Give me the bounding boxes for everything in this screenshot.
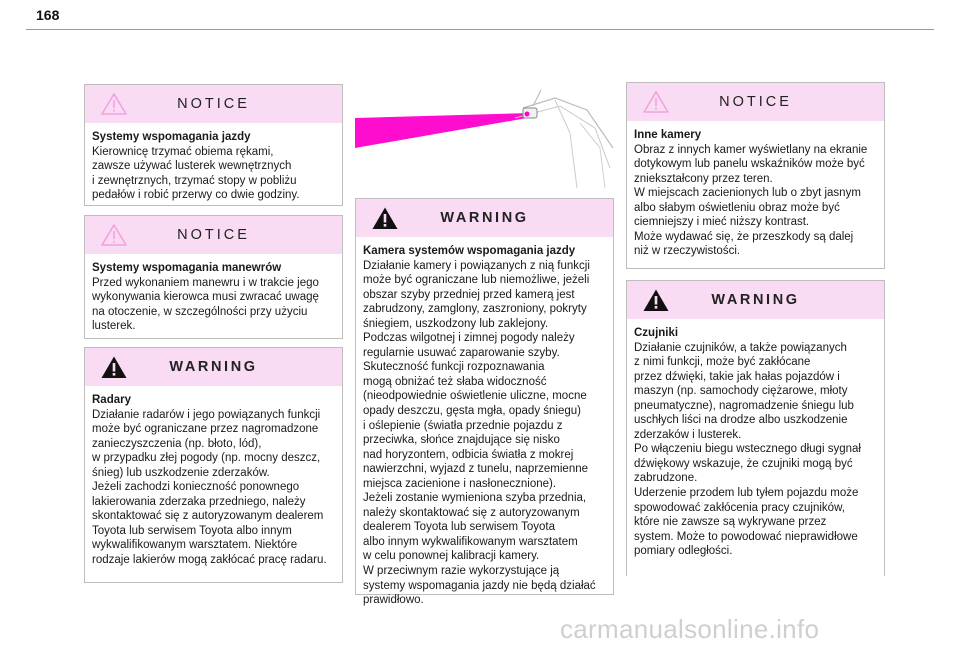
notice-icon [643,90,669,114]
notice-body [85,254,342,334]
warning-box-sensors [626,280,885,576]
camera-beam [355,113,530,148]
warning-subtitle: Czujniki [634,327,679,339]
notice-title: NOTICE [177,227,250,243]
notice-header [627,83,884,121]
camera-lens [525,112,530,117]
warning-body [627,319,884,559]
page-number: 168 [36,7,60,23]
notice-icon [101,92,127,116]
notice-text: Obraz z innych kamer wyświetlany na ekranie dotykowym lub panelu wskaźników może być zniekształcony przez teren. W miejscach zacienionych lub o zbyt jasnym albo słabym oświetleniu obraz może być ciemniejszy i mieć niższy kontrast. Może wydawać się, że przeszkody są dalej niż w rzeczywistości. [634,143,868,258]
notice-icon [101,223,127,247]
warning-box-camera [355,198,614,607]
notice-text: Przed wykonaniem manewru i w trakcie jego wykonywania kierowca musi zwracać uwagę na otoczenie, w szczególności przy użyciu lusterek. [92,276,319,333]
warning-subtitle: Kamera systemów wspomagania jazdy [363,245,576,257]
warning-subtitle: Radary [92,394,131,406]
notice-header [85,85,342,123]
notice-subtitle: Inne kamery [634,129,702,141]
warning-body [85,386,342,568]
notice-title: NOTICE [719,94,792,110]
warning-title: WARNING [169,359,258,375]
warning-title: WARNING [440,210,529,226]
notice-box-maneuver-assist [84,215,343,339]
warning-header [627,281,884,319]
pillar-line [555,100,577,188]
notice-box-driving-assist [84,84,343,206]
warning-body [356,237,613,608]
header-divider [26,29,934,30]
warning-header [356,199,613,237]
warning-icon [101,355,127,379]
warning-text: Działanie czujników, a także powiązanych z nimi funkcji, może być zakłócane przez dźwięki, takie jak hałas pojazdów i maszyn (np. samochody ciężarowe, młoty pneumatyczne), nagromadzenie śniegu lub uschłych liści na drodze albo uszkodzenie zderzaków i lusterek. Po włączeniu biegu wstecznego długi sygnał dźwiękowy wskazuje, że czujniki mogą być zabrudzone. Uderzenie przodem lub tyłem pojazdu może spowodować zakłócenia pracy czujników, które nie zawsze są wykrywane przez system. Może to powodować nieprawidłowe pomiary odległości. [634,341,861,558]
notice-title: NOTICE [177,96,250,112]
notice-subtitle: Systemy wspomagania manewrów [92,262,282,274]
watermark: carmanualsonline.info [560,614,820,644]
warning-text: Działanie radarów i jego powiązanych funkcji może być ograniczane przez nagromadzone zanieczyszczenia (np. błoto, lód), w przypadku złej pogody (np. mocny deszcz, śnieg) lub uszkodzenie zderzaków. Jeżeli zachodzi konieczność ponownego lakierowania zderzaka przedniego, należy skontaktować się z autoryzowanym dealerem Toyota lub serwisem Toyota albo innym wykwalifikowanym warsztatem. Niektóre rodzaje lakierów mogą zakłócać pracę radaru. [92,408,327,567]
warning-icon [372,206,398,230]
notice-subtitle: Systemy wspomagania jazdy [92,131,251,143]
warning-text: Działanie kamery i powiązanych z nią funkcji może być ograniczane lub niemożliwe, jeżeli obszar szyby przedniej przed kamerą jest zabrudzony, zamglony, zaszroniony, pokryty śniegiem, uszkodzony lub zaklejony. Podczas wilgotnej i zimnej pogody należy regularnie usuwać zaparowanie szyby. Skuteczność funkcji rozpoznawania mogą obniżać też słaba widoczność (nieodpowiednie oświetlenie uliczne, mocne opady deszczu, gęsta mgła, opady śniegu) i oślepienie (światła przednie pojazdu z przeciwka, słońce znajdujące się nisko nad horyzontem, odbicia światła z mokrej nawierzchni, wyjazd z tunelu, naprzemienne miejsca zacienione i nasłonecznione). Jeżeli zostanie wymieniona szyba przednia, należy skontaktować się z autoryzowanym dealerem Toyota lub serwisem Toyota albo innym wykwalifikowanym warsztatem w celu ponownej kalibracji kamery. W przeciwnym razie wykorzystujące ją systemy wspomagania jazdy nie będą działać prawidłowo. [363,259,596,607]
warning-title: WARNING [711,292,800,308]
door-line [580,123,605,188]
notice-body [627,121,884,259]
notice-box-other-cameras [626,82,885,269]
notice-body [85,123,342,203]
warning-icon [643,288,669,312]
notice-text: Kierownicę trzymać obiema rękami, zawsze używać lusterek wewnętrznych i zewnętrznych, trzymać stopy w pobliżu pedałów i robić przerwy co dwie godziny. [92,145,300,202]
front-camera-illustration [355,88,615,190]
warning-box-radars [84,347,343,583]
warning-header [85,348,342,386]
notice-header [85,216,342,254]
